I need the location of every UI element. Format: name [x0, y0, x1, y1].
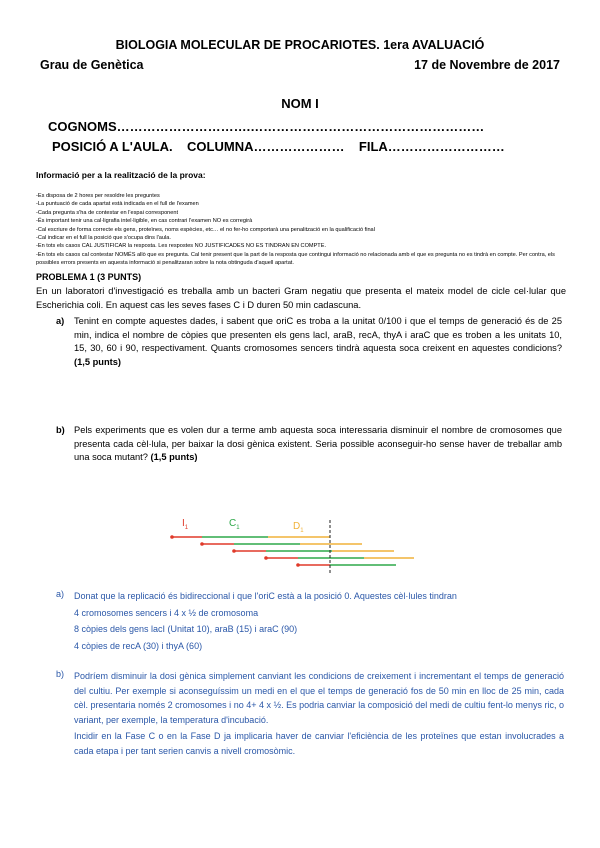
rule-item: -Es disposa de 2 hores per resoldre les preguntes	[36, 193, 160, 199]
dot-3	[232, 549, 236, 553]
exam-date: 17 de Novembre de 2017	[414, 58, 560, 72]
answer-a-line: 8 còpies dels gens lacI (Unitat 10), araB (15) i araC (90)	[74, 624, 298, 634]
question-a-points: (1,5 punts)	[74, 356, 122, 367]
cognoms-field[interactable]: COGNOMS………………………….………………………………………………	[48, 119, 485, 134]
nom-label: NOM I	[281, 96, 319, 111]
label-d: $D_1$	[293, 521, 304, 534]
exam-subheader	[40, 58, 560, 72]
dot-5	[296, 563, 300, 567]
question-b-text: Pels experiments que es volen dur a terme amb aquesta soca interessaria disminuir el nombre de cromosomes que presenta cada cèl·lula, per baixar la dosi gènica existent. Seria possible aconseguir-ho sense haver de treballar amb una soca mutant?	[74, 425, 562, 462]
dot-2	[200, 542, 204, 546]
rule-item: -La puntuació de cada apartat està indicada en el full de l'examen	[36, 201, 199, 208]
answer-a-line: 4 cromosomes sencers i 4 x ½ de cromosoma	[74, 607, 259, 618]
rule-item: -En tots els casos cal contestar NOMÉS allò que es pregunta. Cal tenir present que la part de la resposta que contingui informació no relacionada amb el que es pregunta no es tindrà en compte. Per contra, els possibles errors presents en aquesta informació si penalitzaran sobre la nota obtinguda d'aquell apartat.	[36, 251, 555, 267]
exam-title: BIOLOGIA MOLECULAR DE PROCARIOTES. 1era AVALUACIÓ	[115, 38, 485, 52]
posicio-label: POSICIÓ A L'AULA.	[52, 139, 173, 154]
label-i: $I_1$	[182, 518, 189, 531]
answer-b-paragraph: Podríem disminuir la dosi gènica simplement canviant les condicions de creixement i incrementant el temps de generació del cultiu. Per exemple si aconseguíssim un medi en el que el temps de generació fos de 50 min en lloc de 25 min, cada cèl. presentaria només 2 cromosomes i no 4+ 4 x ½. Es podria canviar la composició del medi de cultiu fent-lo menys ric, o variant, per exemple, la temperatura d'incubació.	[74, 671, 564, 725]
problem-heading: PROBLEMA 1 (3 PUNTS)	[36, 272, 142, 282]
rule-item: -Cal indicar en el full la posició que s'ocupa dins l'aula.	[36, 235, 171, 242]
question-b-label: b)	[56, 425, 65, 435]
rules-list	[36, 192, 566, 268]
rule-item: -Cal escriure de forma correcte els gens, proteïnes, noms espècies, etc… el no fer-ho comportarà una penalització en la qualificació final	[36, 226, 375, 233]
fila-field[interactable]: FILA………………………	[358, 139, 505, 154]
answer-a-line: 4 còpies de recA (30) i thyA (60)	[74, 640, 203, 651]
answer-b-label: b)	[56, 669, 65, 679]
question-b-points: (1,5 punts)	[150, 452, 198, 462]
info-heading: Informació per a la realització de la prova:	[36, 170, 206, 180]
label-c: $C_1$	[229, 518, 240, 531]
question-a-label: a)	[56, 316, 65, 326]
answer-b-paragraph: Incidir en la Fase C o en la Fase D ja implicaria haver de canviar l'eficiència de les proteïnes que estan involucrades a cada etapa i per tant serien canvis a nivell cromosòmic.	[74, 731, 564, 756]
dot-1	[170, 535, 174, 539]
columna-field[interactable]: COLUMNA…………………	[187, 139, 345, 154]
problem-intro: En un laboratori d'investigació es treballa amb un bacteri Gram negatiu que presenta el mateix model de cicle cel·lular que Escherichia coli. En aquest cas les seves fases C i D duren 50 min cadascuna.	[36, 286, 566, 310]
answer-a	[56, 587, 564, 653]
answer-a-line: Donat que la replicació és bidireccional i que l'oriC està a la posició 0. Aquestes cèl·lules tindran	[74, 591, 457, 601]
question-a	[56, 315, 562, 369]
cell-cycle-diagram	[160, 512, 420, 578]
question-a-text: Tenint en compte aquestes dades, i sabent que oriC es troba a la unitat 0/100 i que el temps de generació és de 25 min, indica el nombre de còpies que presenten els gens lacI, araB, recA, thyA i araC que es troben a les unitats 10, 15, 30, 60 i 90, respectivament. Quants cromosomes sencers tindrà aquesta soca creixent en aquestes condicions?	[74, 316, 562, 353]
rule-item: -Cada pregunta s'ha de contestar en l'espai corresponent	[36, 209, 179, 216]
position-line	[52, 139, 505, 154]
rule-item: -En tots els casos CAL JUSTIFICAR la resposta. Les respostes NO JUSTIFICADES NO ES TINDRAN EN COMPTE.	[36, 243, 327, 250]
answer-b	[56, 667, 564, 758]
answer-a-label: a)	[56, 589, 65, 599]
question-b	[56, 424, 562, 465]
degree-name: Grau de Genètica	[40, 58, 144, 72]
dot-4	[264, 556, 268, 560]
rule-item: -És important tenir una cal·ligrafia intel·ligible, en cas contrari l'examen NO es corregirà	[36, 218, 253, 225]
